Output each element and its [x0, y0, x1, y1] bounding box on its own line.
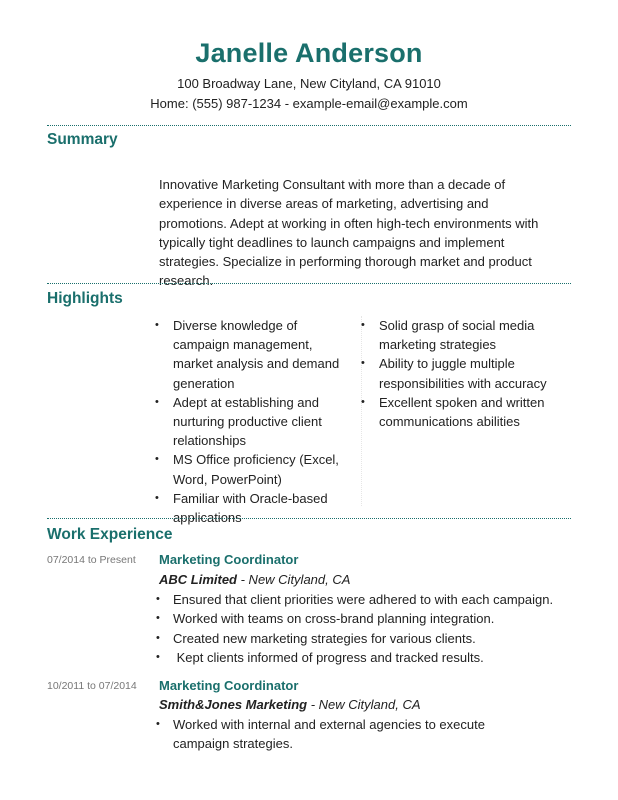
- highlights-right-list: [361, 316, 556, 431]
- summary-heading: Summary: [47, 131, 118, 148]
- job-title: Marketing Coordinator: [159, 552, 299, 567]
- highlight-item: • MS Office proficiency (Excel, Word, PowerPoint): [155, 450, 355, 488]
- highlight-item: • Diverse knowledge of campaign management, market analysis and demand generation: [155, 316, 355, 393]
- job-bullet: • Kept clients informed of progress and tracked results.: [155, 648, 555, 667]
- phone-email-line: Home: (555) 987-1234 - example-email@example.com: [150, 96, 468, 111]
- company-location: - New Cityland, CA: [307, 697, 421, 712]
- highlight-item: • Excellent spoken and written communications abilities: [361, 393, 556, 431]
- address-line: 100 Broadway Lane, New Cityland, CA 91010: [177, 76, 441, 91]
- candidate-name: Janelle Anderson: [195, 38, 423, 68]
- highlight-item: • Adept at establishing and nurturing productive client relationships: [155, 393, 355, 451]
- company-location: - New Cityland, CA: [237, 572, 351, 587]
- section-divider: [47, 283, 571, 284]
- job-company-line: [159, 697, 421, 712]
- section-divider: [47, 125, 571, 126]
- job-company-line: [159, 572, 350, 587]
- work-experience-heading: Work Experience: [47, 526, 173, 543]
- section-divider: [47, 518, 571, 519]
- highlights-left-list: [155, 316, 355, 527]
- job-bullets: [155, 590, 555, 668]
- highlight-item: • Solid grasp of social media marketing strategies: [361, 316, 556, 354]
- job-dates: 10/2011 to 07/2014: [47, 680, 137, 692]
- summary-text: Innovative Marketing Consultant with more than a decade of experience in diverse areas of marketing, advertising and promotions. Adept at working in often high-tech environments with typically tight deadlines to launch campaigns and implement strategies. Specialize in performing thorough market and product research.: [159, 177, 539, 289]
- job-bullet: • Created new marketing strategies for various clients.: [155, 629, 555, 648]
- job-bullet: • Ensured that client priorities were adhered to with each campaign.: [155, 590, 555, 609]
- company-name: Smith&Jones Marketing: [159, 697, 308, 712]
- company-name: ABC Limited: [159, 572, 237, 587]
- job-title: Marketing Coordinator: [159, 678, 299, 693]
- job-bullets: [155, 715, 535, 754]
- job-bullet: • Worked with internal and external agencies to execute campaign strategies.: [155, 715, 535, 754]
- job-dates: 07/2014 to Present: [47, 554, 136, 566]
- highlight-item: • Ability to juggle multiple responsibilities with accuracy: [361, 354, 556, 392]
- highlight-item: • Familiar with Oracle-based applications: [155, 489, 355, 527]
- job-bullet: • Worked with teams on cross-brand planning integration.: [155, 609, 555, 628]
- highlights-heading: Highlights: [47, 290, 123, 307]
